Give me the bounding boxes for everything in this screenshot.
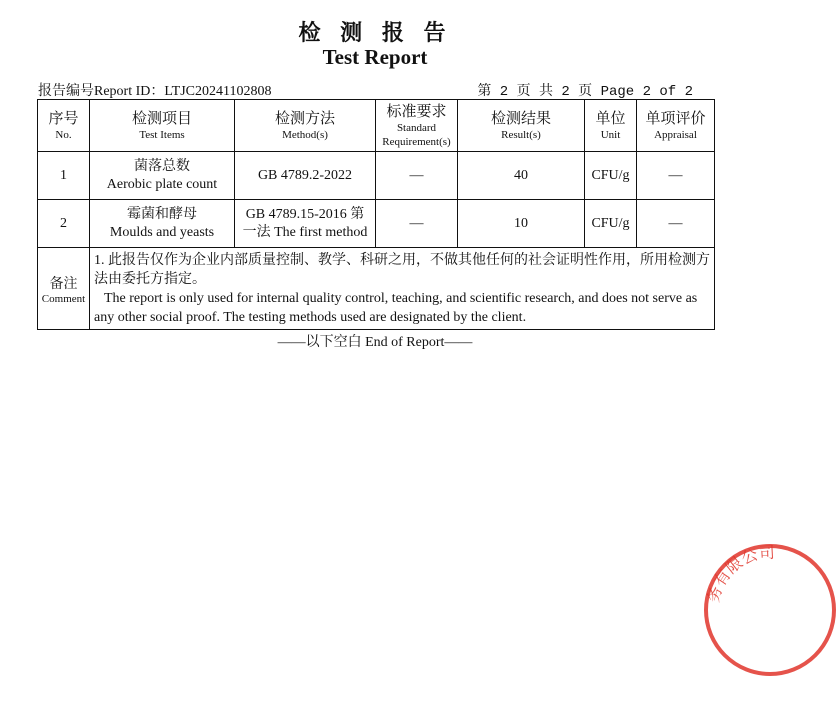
- col-header-standard-en1: Standard: [396, 121, 437, 134]
- page-info: 第 2 页 共 2 页 Page 2 of 2: [477, 84, 693, 100]
- col-header-standard-cn: 标准要求: [386, 103, 447, 120]
- report-title-cn: 检 测 报 告: [298, 20, 452, 46]
- row-method-line2: 一法 The first method: [242, 224, 368, 240]
- end-of-report: ——以下空白 End of Report——: [277, 335, 473, 350]
- row-item-cn: 菌落总数: [134, 158, 190, 174]
- comment-text-cn: 1. 此报告仅作为企业内部质量控制、教学、科研之用，不做其他任何的社会证明性作用，所用检测方法由委托方指定。: [94, 252, 710, 287]
- col-header-method: [235, 100, 376, 152]
- row-method: [235, 152, 376, 200]
- row-item-cn: 霉菌和酵母: [127, 206, 197, 222]
- seal-text-path: 务有限公司: [703, 542, 776, 605]
- col-header-appraisal-cn: 单项评价: [645, 110, 706, 127]
- seal-text: [703, 543, 775, 605]
- row-method: [235, 200, 376, 248]
- results-table: [37, 99, 715, 330]
- row-item-en: Aerobic plate count: [106, 176, 218, 192]
- col-header-unit: [585, 100, 637, 152]
- col-header-no-en: No.: [55, 128, 72, 141]
- col-header-result: [458, 100, 585, 152]
- comment-text-en: The report is only used for internal quality control, teaching, and scientific research, and does not serve as any other social proof. The testing methods used are designated by the client.: [94, 290, 698, 325]
- comment-label-en: Comment: [41, 292, 86, 305]
- col-header-standard-en2: Requirement(s): [382, 135, 451, 148]
- row-standard: —: [376, 200, 458, 248]
- col-header-unit-en: Unit: [600, 128, 621, 141]
- comment-text: [90, 248, 715, 330]
- row-item-en: Moulds and yeasts: [109, 224, 215, 240]
- table-row: [38, 200, 715, 248]
- row-appraisal: —: [637, 152, 715, 200]
- comment-row: [38, 248, 715, 330]
- table-header-row: [38, 100, 715, 152]
- col-header-method-en: Method(s): [282, 128, 328, 141]
- comment-label-cn: 备注: [49, 276, 78, 292]
- col-header-appraisal-en: Appraisal: [654, 128, 697, 141]
- col-header-result-cn: 检测结果: [490, 110, 551, 127]
- row-item: [90, 200, 235, 248]
- row-unit: CFU/g: [585, 152, 637, 200]
- col-header-result-en: Result(s): [501, 128, 541, 141]
- row-standard: —: [376, 152, 458, 200]
- report-title-en: Test Report: [322, 45, 428, 69]
- row-unit: CFU/g: [585, 200, 637, 248]
- col-header-item: [90, 100, 235, 152]
- col-header-method-cn: 检测方法: [274, 110, 335, 127]
- row-result: 10: [458, 200, 585, 248]
- col-header-appraisal: [637, 100, 715, 152]
- row-no: 1: [38, 152, 90, 200]
- col-header-item-en: Test Items: [139, 128, 185, 141]
- col-header-standard: [376, 100, 458, 152]
- row-no: 2: [38, 200, 90, 248]
- row-item: [90, 152, 235, 200]
- comment-label: [38, 248, 90, 330]
- col-header-item-cn: 检测项目: [131, 110, 192, 127]
- row-appraisal: —: [637, 200, 715, 248]
- col-header-no: [38, 100, 90, 152]
- row-method-line1: GB 4789.2-2022: [257, 167, 353, 183]
- row-result: 40: [458, 152, 585, 200]
- col-header-unit-cn: 单位: [595, 110, 626, 127]
- company-seal-stamp: [700, 540, 840, 680]
- table-row: [38, 152, 715, 200]
- row-method-line1: GB 4789.15-2016 第: [245, 206, 365, 222]
- report-id: 报告编号Report ID：LTJC20241102808: [38, 84, 272, 99]
- col-header-no-cn: 序号: [48, 110, 79, 127]
